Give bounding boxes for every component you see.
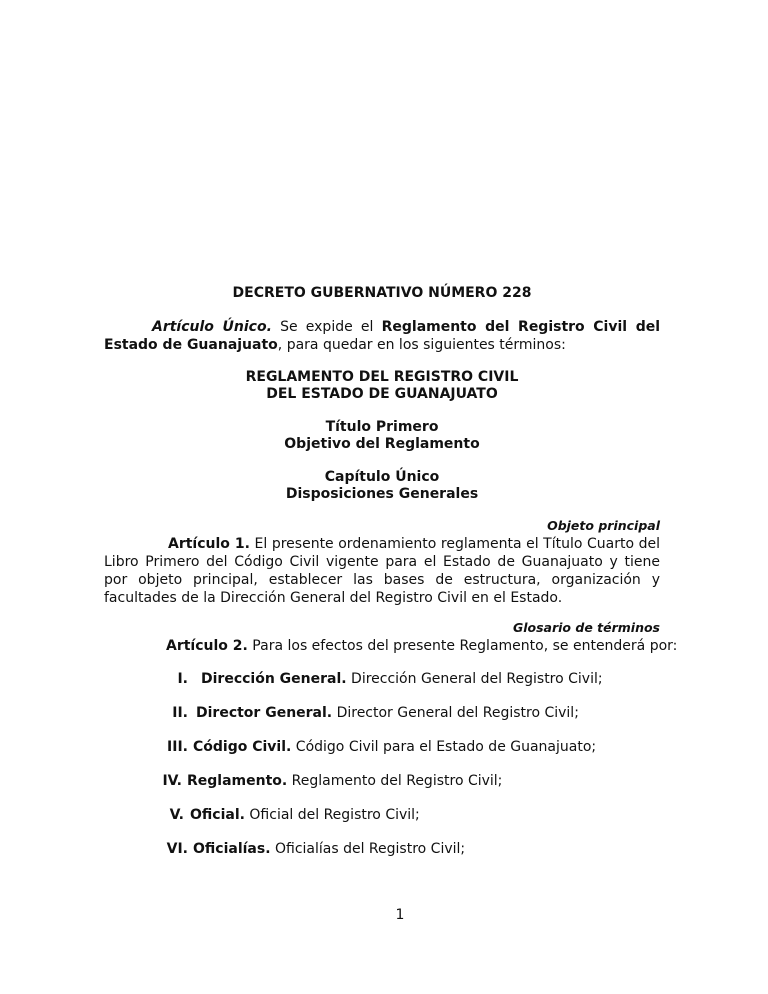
- article-2-text: Para los efectos del presente Reglamento, se entenderá por:: [247, 638, 678, 654]
- title-heading: Título Primero: [325, 419, 439, 435]
- glossary-item-definition: Código Civil para el Estado de Guanajuato;: [291, 739, 597, 755]
- article-unico-bold: Reglamento del Registro Civil del Estado de Guanajuato: [104, 319, 661, 353]
- glossary-item-definition: Oficialías del Registro Civil;: [270, 841, 466, 857]
- page-number: 1: [395, 907, 405, 923]
- glossary-item-term: Reglamento.: [187, 773, 288, 789]
- glossary-item-number: IV.: [162, 773, 182, 789]
- chapter-name: Disposiciones Generales: [285, 486, 479, 502]
- glossary-item-number: II.: [172, 705, 188, 721]
- article-1-heading: Objeto principal: [547, 518, 660, 533]
- article-1-paragraph: [104, 535, 660, 607]
- article-1-text: El presente ordenamiento reglamenta el Título Cuarto del Libro Primero del Código Civil vigente para el Estado de Guanajuato y tiene por objeto principal, establecer las bases de estructura, organización y facultades de la Dirección General del Registro Civil en el Estado.: [104, 536, 660, 606]
- article-unico-label: Artículo Único.: [152, 319, 272, 335]
- glossary-item-definition: Reglamento del Registro Civil;: [287, 773, 503, 789]
- glossary-item-term: Código Civil.: [193, 739, 292, 755]
- glossary-item-number: V.: [169, 807, 184, 823]
- regulation-title-line-2: DEL ESTADO DE GUANAJUATO: [266, 386, 498, 402]
- glossary-item-number: III.: [167, 739, 188, 755]
- glossary-item-number: I.: [177, 671, 188, 687]
- regulation-title-line-1: REGLAMENTO DEL REGISTRO CIVIL: [245, 369, 519, 385]
- article-2-label: Artículo 2.: [166, 638, 248, 654]
- chapter-heading: Capítulo Único: [324, 469, 440, 485]
- glossary-item-definition: Oficial del Registro Civil;: [244, 807, 420, 823]
- article-unico-text-2: , para quedar en los siguientes términos:: [277, 337, 566, 353]
- glossary-item-definition: Director General del Registro Civil;: [332, 705, 579, 721]
- title-name: Objetivo del Reglamento: [284, 436, 480, 452]
- article-1-label: Artículo 1.: [168, 536, 250, 552]
- glossary-item-definition: Dirección General del Registro Civil;: [346, 671, 603, 687]
- article-unico-text-1: Se expide el: [271, 319, 382, 335]
- glossary-item-term: Oficialías.: [193, 841, 271, 857]
- glossary-item-term: Oficial.: [190, 807, 245, 823]
- article-2-heading: Glosario de términos: [512, 620, 660, 635]
- article-2-paragraph: [166, 637, 677, 655]
- glossary-item-number: VI.: [166, 841, 188, 857]
- decree-title: DECRETO GUBERNATIVO NÚMERO 228: [232, 285, 532, 301]
- glossary-item-term: Director General.: [196, 705, 333, 721]
- article-unico-paragraph: [104, 318, 660, 354]
- glossary-item-term: Dirección General.: [201, 671, 347, 687]
